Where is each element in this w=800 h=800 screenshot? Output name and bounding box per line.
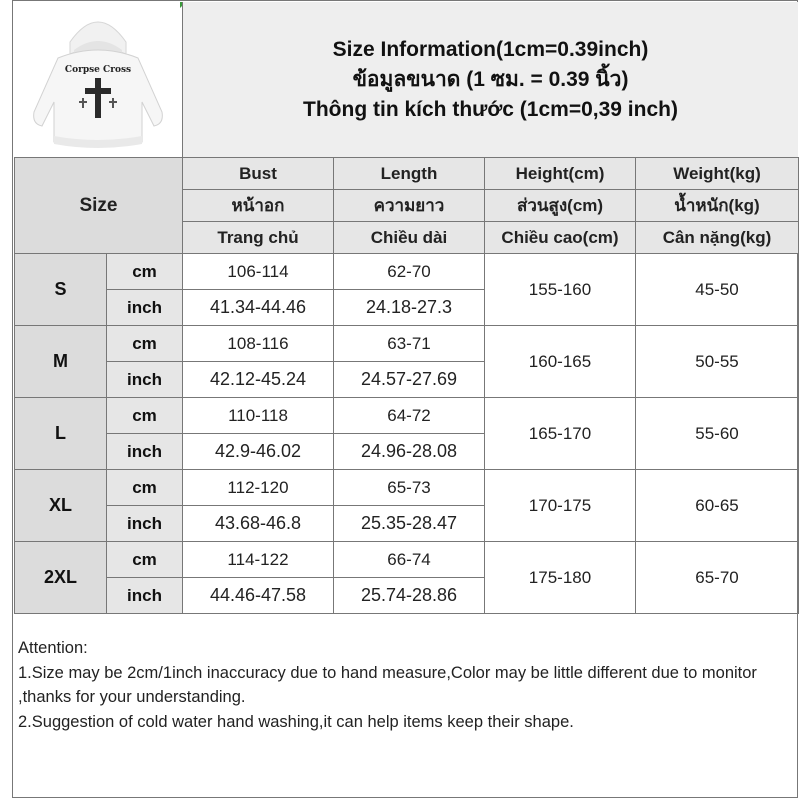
table-row: [15, 254, 799, 290]
table-row: [15, 470, 799, 506]
unit-label: inch: [107, 434, 183, 470]
height-cell: 175-180: [485, 542, 636, 614]
length-inch-cell: 25.74-28.86: [334, 578, 485, 614]
weight-cell: 45-50: [636, 254, 799, 326]
unit-label: inch: [107, 362, 183, 398]
weight-cell: 60-65: [636, 470, 799, 542]
size-label: S: [15, 254, 107, 326]
length-inch-cell: 25.35-28.47: [334, 506, 485, 542]
col-header-bust-vi: Trang chủ: [183, 222, 334, 254]
height-cell: 170-175: [485, 470, 636, 542]
unit-label: cm: [107, 254, 183, 290]
length-inch-cell: 24.57-27.69: [334, 362, 485, 398]
col-header-bust: Bust: [183, 158, 334, 190]
bust-inch-cell: 43.68-46.8: [183, 506, 334, 542]
header-row-en: [15, 158, 799, 190]
col-header-height-th: ส่วนสูง(cm): [485, 190, 636, 222]
length-cm-cell: 63-71: [334, 326, 485, 362]
size-table: [14, 157, 799, 614]
unit-label: cm: [107, 542, 183, 578]
attention-notes: [18, 636, 790, 734]
size-label: XL: [15, 470, 107, 542]
table-row: [15, 542, 799, 578]
col-header-height-vi: Chiều cao(cm): [485, 222, 636, 254]
bust-cm-cell: 110-118: [183, 398, 334, 434]
unit-label: cm: [107, 470, 183, 506]
unit-label: inch: [107, 290, 183, 326]
title-thai: ข้อมูลขนาด (1 ซม. = 0.39 นิ้ว): [352, 67, 629, 91]
bust-inch-cell: 44.46-47.58: [183, 578, 334, 614]
col-header-length: Length: [334, 158, 485, 190]
col-header-length-vi: Chiều dài: [334, 222, 485, 254]
table-row: [15, 398, 799, 434]
size-label: 2XL: [15, 542, 107, 614]
height-cell: 160-165: [485, 326, 636, 398]
col-header-bust-th: หน้าอก: [183, 190, 334, 222]
length-cm-cell: 64-72: [334, 398, 485, 434]
height-cell: 155-160: [485, 254, 636, 326]
unit-label: cm: [107, 326, 183, 362]
col-header-weight-vi: Cân nặng(kg): [636, 222, 799, 254]
bust-cm-cell: 108-116: [183, 326, 334, 362]
length-inch-cell: 24.18-27.3: [334, 290, 485, 326]
bust-cm-cell: 112-120: [183, 470, 334, 506]
product-logo-text: Corpse Cross: [64, 65, 132, 75]
bust-cm-cell: 106-114: [183, 254, 334, 290]
title-english: Size Information(1cm=0.39inch): [332, 37, 649, 61]
length-cm-cell: 65-73: [334, 470, 485, 506]
product-image: [14, 2, 182, 157]
col-header-height: Height(cm): [485, 158, 636, 190]
length-inch-cell: 24.96-28.08: [334, 434, 485, 470]
length-cm-cell: 62-70: [334, 254, 485, 290]
table-row: [15, 326, 799, 362]
col-header-weight: Weight(kg): [636, 158, 799, 190]
col-header-weight-th: น้ำหนัก(kg): [636, 190, 799, 222]
size-label: M: [15, 326, 107, 398]
weight-cell: 50-55: [636, 326, 799, 398]
bust-inch-cell: 41.34-44.46: [183, 290, 334, 326]
title-vietnamese: Thông tin kích thước (1cm=0,39 inch): [303, 97, 678, 121]
size-column-header: Size: [15, 158, 183, 254]
bust-cm-cell: 114-122: [183, 542, 334, 578]
note-item: 2.Suggestion of cold water hand washing,it can help items keep their shape.: [18, 712, 574, 731]
size-label: L: [15, 398, 107, 470]
note-item: 1.Size may be 2cm/1inch inaccuracy due to hand measure,Color may be little different due to monitor ,thanks for your understanding.: [18, 663, 757, 706]
bust-inch-cell: 42.12-45.24: [183, 362, 334, 398]
height-cell: 165-170: [485, 398, 636, 470]
unit-label: inch: [107, 506, 183, 542]
col-header-length-th: ความยาว: [334, 190, 485, 222]
weight-cell: 65-70: [636, 542, 799, 614]
unit-label: cm: [107, 398, 183, 434]
hoodie-icon: [14, 2, 182, 157]
unit-label: inch: [107, 578, 183, 614]
title-block: [182, 2, 798, 157]
notes-heading: Attention:: [18, 639, 88, 657]
bust-inch-cell: 42.9-46.02: [183, 434, 334, 470]
weight-cell: 55-60: [636, 398, 799, 470]
length-cm-cell: 66-74: [334, 542, 485, 578]
